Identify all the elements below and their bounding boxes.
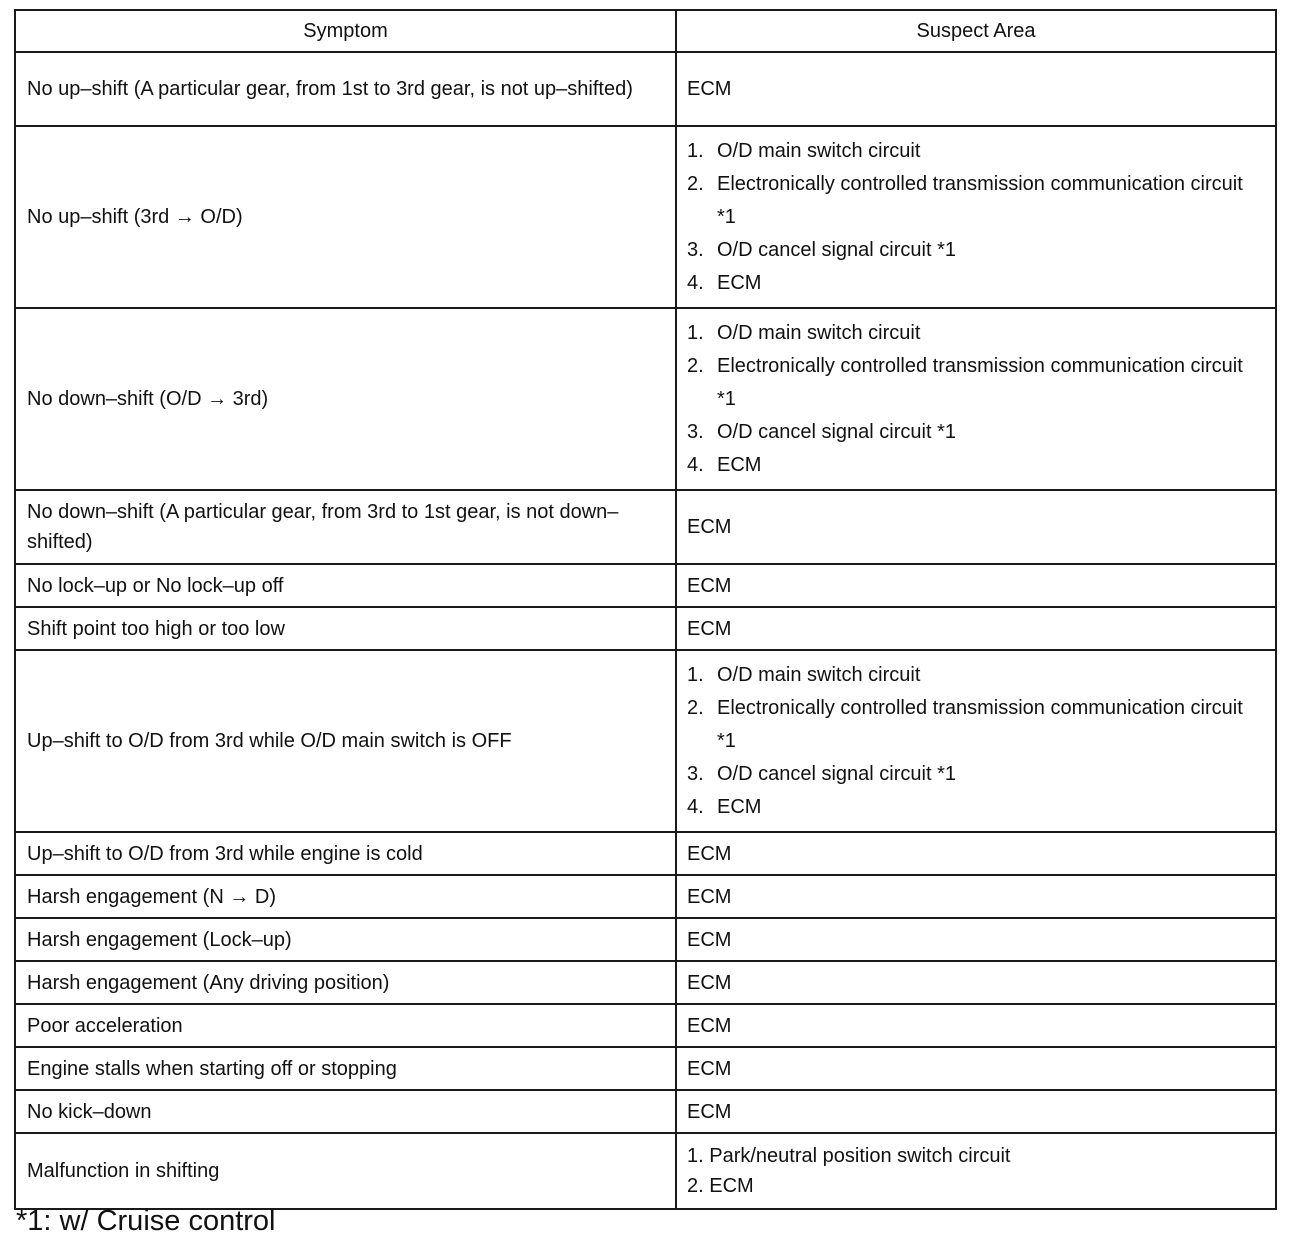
table-row (15, 961, 1276, 1004)
header-suspect-area: Suspect Area (676, 10, 1276, 52)
symptom-cell: No up–shift (A particular gear, from 1st to 3rd gear, is not up–shifted) (15, 52, 676, 126)
suspect-area-cell: ECM (676, 607, 1276, 650)
suspect-area-cell: ECM (676, 1004, 1276, 1047)
table-header-row (15, 10, 1276, 52)
suspect-area-list (687, 135, 1265, 300)
symptom-cell: Harsh engagement (Any driving position) (15, 961, 676, 1004)
table-row (15, 126, 1276, 308)
troubleshooting-table-container (14, 9, 1275, 1210)
symptom-cell: No kick–down (15, 1090, 676, 1133)
symptom-cell: Up–shift to O/D from 3rd while O/D main switch is OFF (15, 650, 676, 832)
list-item (687, 1141, 1265, 1171)
list-text: ECM (717, 271, 762, 294)
symptom-cell: Engine stalls when starting off or stopping (15, 1047, 676, 1090)
suspect-area-cell: ECM (676, 1047, 1276, 1090)
suspect-area-cell: ECM (676, 961, 1276, 1004)
list-item (687, 135, 1265, 168)
suspect-area-cell (676, 126, 1276, 308)
symptom-cell: Harsh engagement (Lock–up) (15, 918, 676, 961)
list-number: 1. (687, 1145, 704, 1167)
symptom-cell: No down–shift (O/D → 3rd) (15, 308, 676, 490)
suspect-area-list (687, 659, 1265, 824)
suspect-area-cell: ECM (676, 52, 1276, 126)
list-item (687, 1171, 1265, 1201)
table-row (15, 490, 1276, 564)
list-text: O/D cancel signal circuit *1 (717, 238, 956, 261)
list-number: 1. (687, 139, 704, 162)
symptom-cell: Up–shift to O/D from 3rd while engine is cold (15, 832, 676, 875)
table-row (15, 564, 1276, 607)
symptom-cell: Shift point too high or too low (15, 607, 676, 650)
list-item (687, 350, 1265, 416)
suspect-area-cell: ECM (676, 564, 1276, 607)
list-number: 3. (687, 238, 704, 261)
list-number: 2. (687, 354, 704, 377)
list-number: 4. (687, 795, 704, 818)
table-row (15, 875, 1276, 918)
list-text: O/D main switch circuit (717, 321, 921, 344)
list-number: 2. (687, 696, 704, 719)
list-text: Electronically controlled transmission communication circuit *1 (717, 354, 1243, 410)
suspect-area-cell (676, 1133, 1276, 1209)
footnote: *1: w/ Cruise control (16, 1205, 276, 1237)
list-text: Park/neutral position switch circuit (709, 1145, 1011, 1167)
list-item (687, 449, 1265, 482)
list-number: 1. (687, 321, 704, 344)
list-item (687, 317, 1265, 350)
troubleshooting-table (14, 9, 1277, 1210)
list-text: ECM (709, 1175, 754, 1197)
list-item (687, 659, 1265, 692)
header-symptom: Symptom (15, 10, 676, 52)
table-row (15, 1090, 1276, 1133)
list-text: Electronically controlled transmission communication circuit *1 (717, 172, 1243, 228)
symptom-cell: Malfunction in shifting (15, 1133, 676, 1209)
list-item (687, 692, 1265, 758)
suspect-area-cell: ECM (676, 490, 1276, 564)
list-text: O/D cancel signal circuit *1 (717, 762, 956, 785)
list-text: O/D main switch circuit (717, 663, 921, 686)
list-number: 4. (687, 271, 704, 294)
table-row (15, 650, 1276, 832)
suspect-area-list (687, 1141, 1265, 1201)
table-row (15, 52, 1276, 126)
suspect-area-cell: ECM (676, 875, 1276, 918)
table-row (15, 1047, 1276, 1090)
list-number: 2. (687, 172, 704, 195)
symptom-cell: Harsh engagement (N → D) (15, 875, 676, 918)
list-number: 3. (687, 420, 704, 443)
table-row (15, 832, 1276, 875)
list-item (687, 168, 1265, 234)
table-row (15, 607, 1276, 650)
list-item (687, 416, 1265, 449)
suspect-area-cell: ECM (676, 918, 1276, 961)
list-text: O/D cancel signal circuit *1 (717, 420, 956, 443)
table-row (15, 1004, 1276, 1047)
suspect-area-cell: ECM (676, 1090, 1276, 1133)
list-text: ECM (717, 453, 762, 476)
suspect-area-list (687, 317, 1265, 482)
list-number: 1. (687, 663, 704, 686)
list-item (687, 234, 1265, 267)
suspect-area-cell (676, 308, 1276, 490)
table-row (15, 918, 1276, 961)
list-number: 3. (687, 762, 704, 785)
list-text: Electronically controlled transmission communication circuit *1 (717, 696, 1243, 752)
list-text: ECM (717, 795, 762, 818)
list-item (687, 267, 1265, 300)
list-number: 4. (687, 453, 704, 476)
table-row (15, 1133, 1276, 1209)
suspect-area-cell: ECM (676, 832, 1276, 875)
list-text: O/D main switch circuit (717, 139, 921, 162)
symptom-cell: No up–shift (3rd → O/D) (15, 126, 676, 308)
symptom-cell: Poor acceleration (15, 1004, 676, 1047)
suspect-area-cell (676, 650, 1276, 832)
list-item (687, 791, 1265, 824)
list-item (687, 758, 1265, 791)
table-row (15, 308, 1276, 490)
symptom-cell: No down–shift (A particular gear, from 3rd to 1st gear, is not down–shifted) (15, 490, 676, 564)
symptom-cell: No lock–up or No lock–up off (15, 564, 676, 607)
list-number: 2. (687, 1175, 704, 1197)
